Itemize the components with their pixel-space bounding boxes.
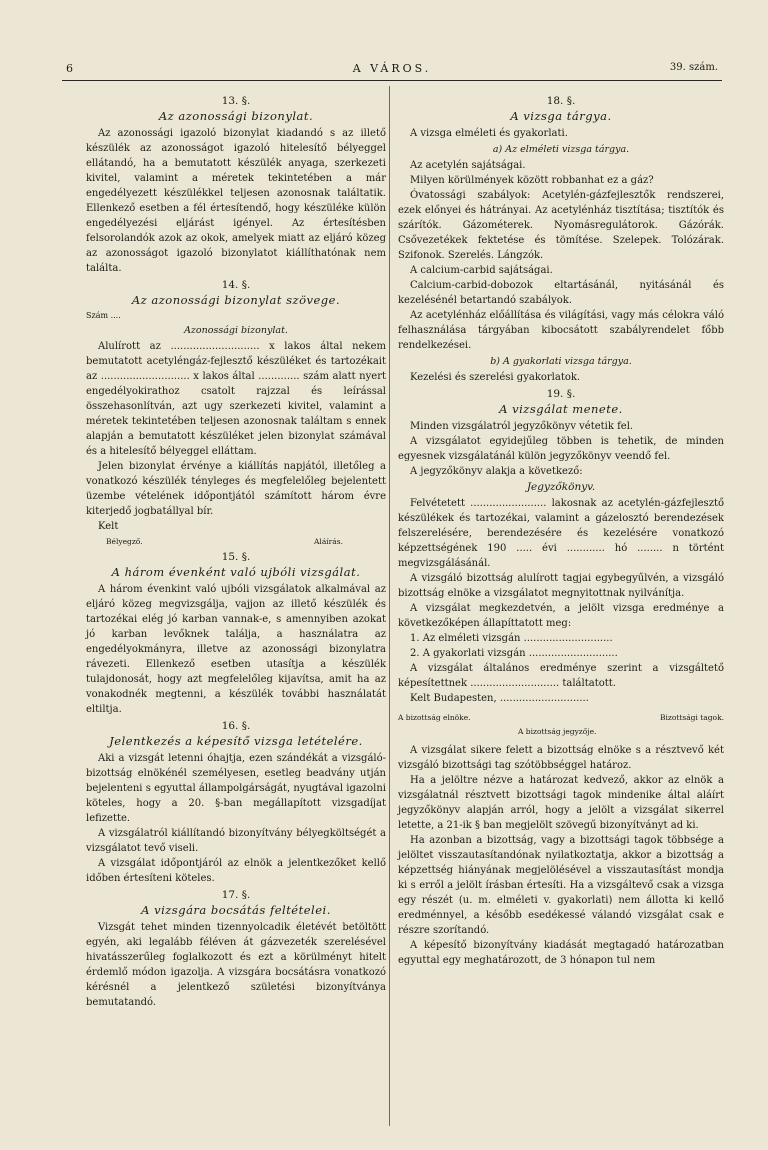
section-15-title: A három évenként való ujbóli vizsgálat. [111,565,361,579]
signature-label: Aláírás. [314,537,343,546]
column-divider [389,86,390,1126]
section-18-number: 18. §. [546,95,576,107]
section-15-paragraph: A három évenkint való ujbóli vizsgálatok alkalmával az eljáró közeg megvizsgálja, vajjon az illető készülék és tartozékai elég jó karban vannak-e, s amennyiben azokat jó karban levőknek találja, a használatra az engedélyokmányra, illetve az azonossági bizonylatra rávezeti. Ellenkező esetben utasítja a készülék tulajdonosát, hogy azt megfelelőleg kijavítsa, amit ha az vonakodnék megtenni, a készülék további használatát eltiltja. [86,584,386,715]
section-16-paragraph-3: A vizsgálat időpontjáról az elnök a jelentkezőket kellő időben értesíteni köteles. [86,858,386,884]
section-18-subtitle-b: b) A gyakorlati vizsga tárgya. [490,356,632,367]
section-14-szam: Szám .... [86,311,121,320]
section-13-number: 13. §. [221,95,251,107]
section-17-number: 17. §. [221,889,251,901]
exam-topic-5: Calcium-carbid-dobozok eltartásánál, nyitásánál és kezelésénél betartandó szabályok. [398,280,724,306]
page-header [62,58,722,81]
section-14-kelt: Kelt [98,521,119,532]
section-17-title: A vizsgára bocsátás feltételei. [141,903,331,917]
section-16-paragraph-1: Aki a vizsgát letenni óhajtja, ezen szándékát a vizsgáló-bizottság elnökénél személyesen, esetleg beadvány utján bejelenteni s egyuttal állampolgárságát, nyugtával igazolni köteles, hogy a 20. §-ban megállapított vizsgadíjat lefizette. [86,753,386,824]
protocol-secretary-row [398,724,724,738]
section-14-paragraph-2: Jelen bizonylat érvénye a kiállítás napjától, illetőleg a vonatkozó készülék tényleges és megfelelőleg bejelentett üzembe vételének időpontjától számított három évre kiterjedő jogbatállyal bír. [86,461,386,517]
section-17-paragraph: Vizsgát tehet minden tizennyolcadik életévét betöltött egyén, aki legalább féléven át gázvezeték szerelésével hivatásszerűleg foglalkozott és ezt a körülményt hitelt érdemlő módon igazolja. A vizsgára bocsátásra vonatkozó kérésnél a jelentkező születési bizonyítványa bemutatandó. [86,922,386,1008]
closing-paragraph-4: A képesítő bizonyítvány kiadását megtagadó határozatban egyuttal egy meghatározott, de 3 hónapon tul nem [398,940,724,966]
protocol-result-2: 2. A gyakorlati vizsgán ............................ [410,648,618,659]
section-14-paragraph-1: Alulírott az ............................ x lakos által nekem bemutatott acetyléngáz-fejlesztő készüléket és tartozékait az ............................ x lakos által ............. szám alatt nyert engedélyokirathoz csatolt rajzzal és leírással összehasonlítván, azt ugy szerkezeti kivitel, valamint a méretek tekintetében teljesen azonosnak találtam s ennek alapján a bemutatott készüléket jelen bizonylat számával és a hitelesítő bélyeggel elláttam. [86,341,386,457]
closing-paragraph-2: Ha a jelöltre nézve a határozat kedvező, akkor az elnök a vizsgálatnál résztvett bizottsági tagok mindenike által aláírt jegyzőkönyv alapján arról, hogy a jelölt a vizsgálat sikerrel letette, a 21-ik § ban megjelölt szövegű bizonyítványt ad ki. [398,775,724,831]
section-18-title: A vizsga tárgya. [510,109,612,123]
protocol-paragraph-2: A vizsgáló bizottság alulírott tagjai egybegyűlvén, a vizsgáló bizottság elnöke a vizsgálatot megnyitottnak nyilvánítja. [398,573,724,599]
signature-chairman: A bizottság elnöke. [398,713,471,722]
section-19-paragraph-2: A vizsgálatot egyidejűleg többen is tehetik, de minden egyesnek vizsgálatánál külön jegyzőkönyv veendő fel. [398,436,724,462]
section-18-subtitle-a: a) Az elméleti vizsga tárgya. [492,144,630,155]
section-18-intro: A vizsga elméleti és gyakorlati. [410,128,568,139]
journal-title: A VÁROS. [352,62,432,75]
protocol-title: Jegyzőkönyv. [526,481,596,493]
closing-paragraph-3: Ha azonban a bizottság, vagy a bizottsági tagok többsége a jelöltet visszautasítandónak nyilatkoztatja, akkor a bizottság a képzettség hiányának megjelölésével a visszautasítást mondja ki s erről a jelölt írásban értesíti. Ha a vizsgáltevő csak a vizsga egy részét (u. m. elméleti v. gyakorlati) nem állotta ki kellő eredménnyel, a később esedékessé válandó vizsgálat csak e részre szorítandó. [398,835,724,936]
protocol-signature-row [398,710,724,724]
section-19-title: A vizsgálat menete. [499,402,623,416]
protocol-paragraph-3: A vizsgálat megkezdetvén, a jelölt vizsga eredménye a következőképen állapíttatott meg: [398,603,724,629]
exam-topic-7: Kezelési és szerelési gyakorlatok. [410,372,581,383]
section-19-paragraph-3: A jegyzőkönyv alakja a következő: [410,466,583,477]
stamp-signature-row [86,534,386,548]
exam-topic-4: A calcium-carbid sajátságai. [410,265,553,276]
signature-secretary: A bizottság jegyzője. [518,727,597,736]
section-16-paragraph-2: A vizsgálatról kiállítandó bizonyítvány bélyegköltségét a vizsgálatot tevő viseli. [86,828,386,854]
exam-topic-3: Óvatossági szabályok: Acetylén-gázfejlesztők rendszerei, ezek előnyei és hátrányai. Az acetylénház tisztítása; tisztítók és szárítók. Gázométerek. Nyomásregulátorok. Gázórák. Csővezetékek fektetése és tömítése. Szelepek. Tolózárak. Szifonok. Szerelés. Lángzók. [398,190,724,261]
section-19-number: 19. §. [546,388,576,400]
protocol-kelt: Kelt Budapesten, ............................ [410,693,589,704]
section-16-title: Jelentkezés a képesítő vizsga letételére. [109,734,363,748]
protocol-paragraph-4: A vizsgálat általános eredménye szerint a vizsgáltető képesítettnek ............................ találtatott. [398,663,724,689]
stamp-label: Bélyegző. [106,537,143,546]
closing-paragraph-1: A vizsgálat sikere felett a bizottság elnöke s a résztvevő két vizsgáló bizottsági tag szótöbbséggel határoz. [398,745,724,771]
left-column [86,92,386,1010]
section-13-title: Az azonossági bizonylat. [158,109,314,123]
section-14-subtitle: Azonossági bizonylat. [184,325,288,336]
section-13-paragraph: Az azonossági igazoló bizonylat kiadandó s az illető készülék az azonosságot igazoló hitelesítő bélyeggel ellátandó, ha a bemutatott készülék anyaga, szerkezeti kivitel, valamint a méretek tekintetében a már engedélyezett készülékkel teljesen azonosnak találtatik. Ellenkező esetben a fél értesítendő, hogy készüléke külön engedélyezési eljárást igényel. Az értesítésben felsorolandók azok az okok, amelyek miatt az eljáró közeg az azonosságot igazoló bizonylatot kiállíthatónak nem találta. [86,128,386,274]
exam-topic-6: Az acetylénház előállítása és világítási, vagy más célokra váló felhasználása tárgyában kibocsátott szabályrendelet főbb rendelkezései. [398,310,724,351]
section-15-number: 15. §. [221,551,251,563]
section-16-number: 16. §. [221,720,251,732]
page-number: 6 [66,62,73,75]
signature-members: Bizottsági tagok. [659,713,724,722]
issue-number: 39. szám. [669,62,718,73]
section-14-title: Az azonossági bizonylat szövege. [131,293,341,307]
exam-topic-1: Az acetylén sajátságai. [410,160,526,171]
protocol-result-1: 1. Az elméleti vizsgán ............................ [410,633,613,644]
section-14-number: 14. §. [221,279,251,291]
protocol-paragraph-1: Felvétetett ........................ lakosnak az acetylén-gázfejlesztő készülékek és tartozékai, valamint a gázelosztó berendezések felszerelésére, berendezésére és kezelésére vonatkozó képzettségének 190 ..... évi ............ hó ........ n történt megvizsgálásánál. [398,498,724,569]
section-19-paragraph-1: Minden vizsgálatról jegyzőkönyv vétetik fel. [410,421,634,432]
exam-topic-2: Milyen körülmények között robbanhat ez a gáz? [410,175,654,186]
right-column [398,92,724,968]
